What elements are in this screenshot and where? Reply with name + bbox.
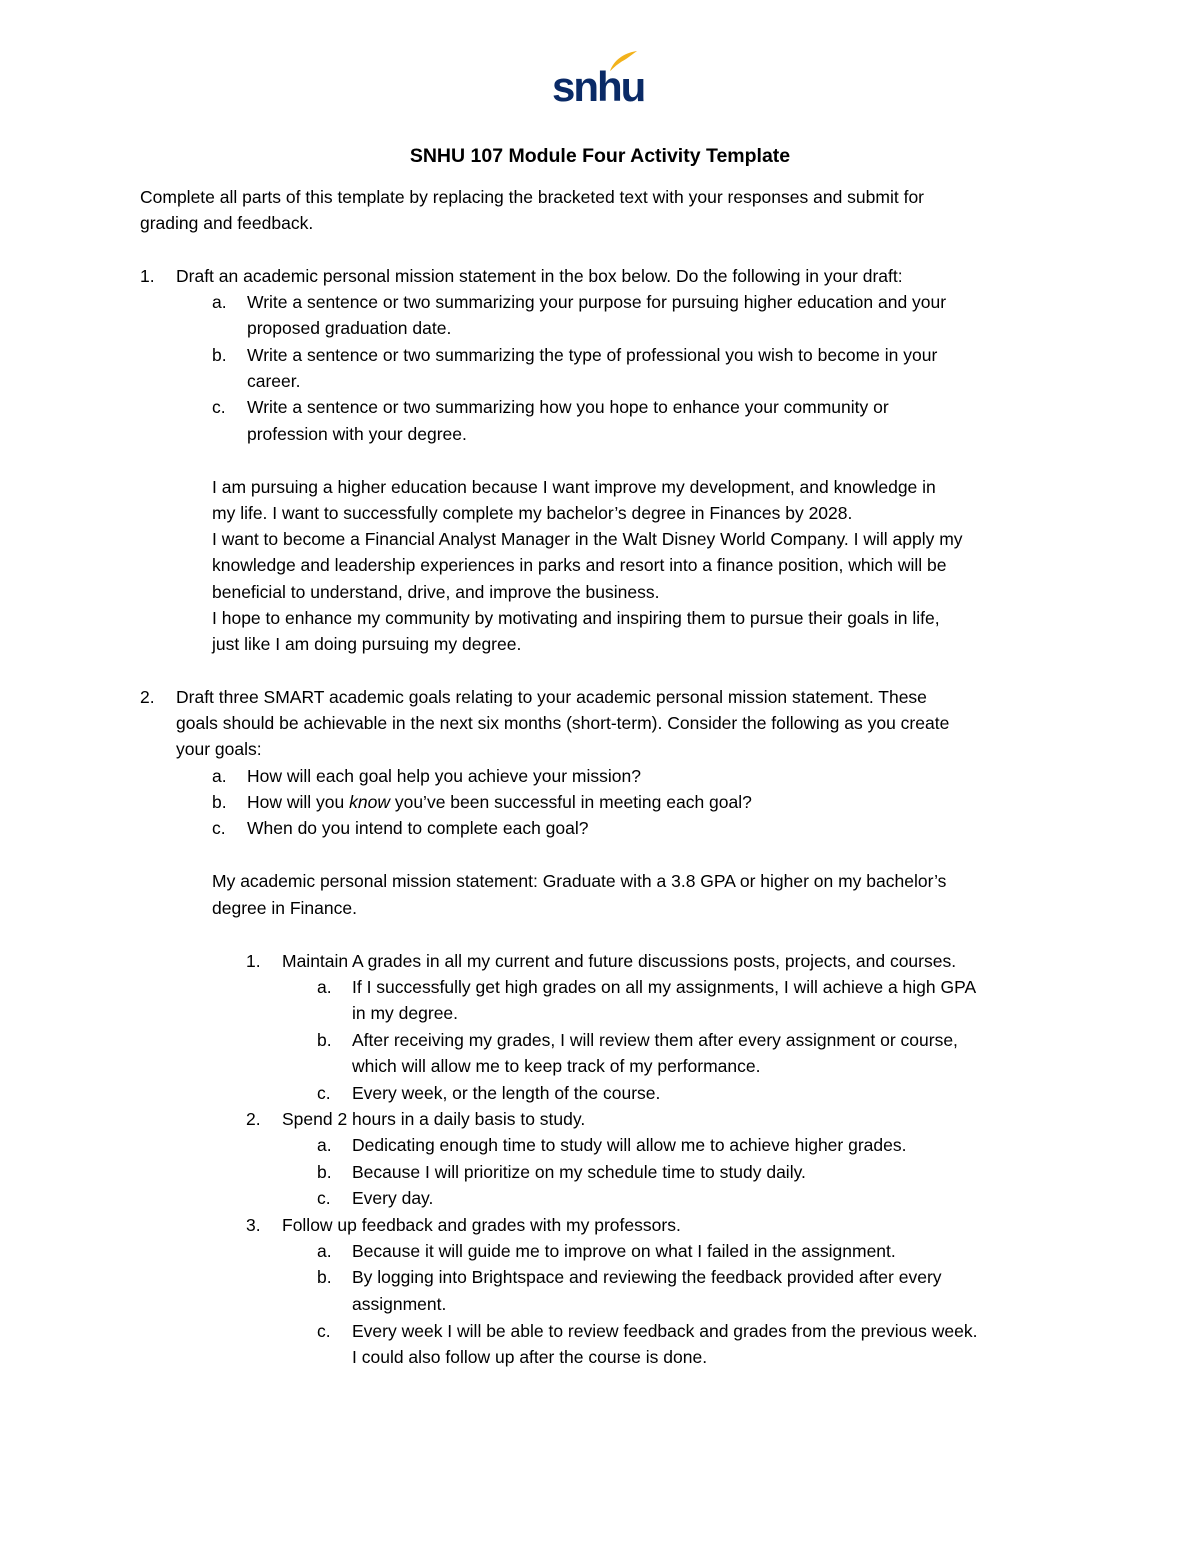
q2-line-3: your goals: [176, 739, 262, 759]
q1b-line-2: career. [247, 371, 301, 391]
q2b-pre: How will you [247, 792, 350, 812]
q1a-line-1: Write a sentence or two summarizing your purpose for pursuing higher education and your [247, 292, 947, 312]
goal-1c-marker: c. [317, 1083, 331, 1103]
goal-2-text: Spend 2 hours in a daily basis to study. [282, 1109, 586, 1129]
goal-1c-line-1: Every week, or the length of the course. [352, 1083, 661, 1103]
goal-1-text: Maintain A grades in all my current and future discussions posts, projects, and courses. [282, 951, 957, 971]
q2b-post: you’ve been successful in meeting each goal? [389, 792, 752, 812]
goal-3b-line-1: By logging into Brightspace and reviewing the feedback provided after every [352, 1267, 942, 1287]
answer-line-6: I hope to enhance my community by motivating and inspiring them to pursue their goals in life, [212, 608, 940, 628]
goal-3-text: Follow up feedback and grades with my professors. [282, 1215, 681, 1235]
q2-line-2: goals should be achievable in the next six months (short-term). Consider the following as you create [176, 713, 950, 733]
mission-line-2: degree in Finance. [212, 898, 357, 918]
q2-marker: 2. [140, 687, 155, 707]
page-title: SNHU 107 Module Four Activity Template [409, 145, 791, 167]
answer-line-5: beneficial to understand, drive, and improve the business. [212, 582, 660, 602]
q2a-marker: a. [212, 766, 227, 786]
goal-1a-marker: a. [317, 977, 332, 997]
q1c-line-1: Write a sentence or two summarizing how you hope to enhance your community or [247, 397, 889, 417]
goal-1a-line-1: If I successfully get high grades on all my assignments, I will achieve a high GPA [352, 977, 977, 997]
goal-3b-marker: b. [317, 1267, 332, 1287]
goal-1b-line-1: After receiving my grades, I will review them after every assignment or course, [352, 1030, 958, 1050]
goal-2-marker: 2. [246, 1109, 261, 1129]
goal-2b-line-1: Because I will prioritize on my schedule time to study daily. [352, 1162, 806, 1182]
answer-line-7: just like I am doing pursuing my degree. [212, 634, 522, 654]
goal-2b-marker: b. [317, 1162, 332, 1182]
snhu-logo [552, 50, 645, 110]
q1-marker: 1. [140, 266, 155, 286]
q2c-text: When do you intend to complete each goal? [247, 818, 589, 838]
intro-line-1: Complete all parts of this template by replacing the bracketed text with your responses and submit for [140, 187, 925, 207]
q2b-emphasis: know [349, 792, 390, 812]
q1b-line-1: Write a sentence or two summarizing the type of professional you wish to become in your [247, 345, 938, 365]
answer-line-4: knowledge and leadership experiences in parks and resort into a finance position, which will be [212, 555, 947, 575]
goal-1b-line-2: which will allow me to keep track of my performance. [352, 1056, 761, 1076]
goal-2c-marker: c. [317, 1188, 331, 1208]
q1c-marker: c. [212, 397, 226, 417]
goal-3-marker: 3. [246, 1215, 261, 1235]
goal-3a-marker: a. [317, 1241, 332, 1261]
goal-3b-line-2: assignment. [352, 1294, 447, 1314]
goal-1a-line-2: in my degree. [352, 1003, 459, 1023]
q1a-line-2: proposed graduation date. [247, 318, 452, 338]
q1a-marker: a. [212, 292, 227, 312]
answer-line-1: I am pursuing a higher education because I want improve my development, and knowledge in [212, 477, 936, 497]
goal-3a-line-1: Because it will guide me to improve on what I failed in the assignment. [352, 1241, 896, 1261]
answer-line-2: my life. I want to successfully complete my bachelor’s degree in Finances by 2028. [212, 503, 853, 523]
q2b-marker: b. [212, 792, 227, 812]
goal-2a-line-1: Dedicating enough time to study will allow me to achieve higher grades. [352, 1135, 907, 1155]
intro-line-2: grading and feedback. [140, 213, 314, 233]
answer-line-3: I want to become a Financial Analyst Manager in the Walt Disney World Company. I will apply my [212, 529, 963, 549]
q1-text: Draft an academic personal mission statement in the box below. Do the following in your draft: [176, 266, 903, 286]
logo-text: snhu [552, 63, 645, 110]
q2b-text [247, 789, 752, 815]
goal-1-marker: 1. [246, 951, 261, 971]
q2-line-1: Draft three SMART academic goals relating to your academic personal mission statement. These [176, 687, 927, 707]
goal-2c-line-1: Every day. [352, 1188, 434, 1208]
q1b-marker: b. [212, 345, 227, 365]
goal-3c-line-1: Every week I will be able to review feedback and grades from the previous week. [352, 1321, 978, 1341]
q1c-line-2: profession with your degree. [247, 424, 467, 444]
goal-1b-marker: b. [317, 1030, 332, 1050]
goal-3c-line-2: I could also follow up after the course is done. [352, 1347, 708, 1367]
q2a-text: How will each goal help you achieve your mission? [247, 766, 641, 786]
q2c-marker: c. [212, 818, 226, 838]
goal-3c-marker: c. [317, 1321, 331, 1341]
goal-2a-marker: a. [317, 1135, 332, 1155]
mission-line-1: My academic personal mission statement: Graduate with a 3.8 GPA or higher on my bachelor’s [212, 871, 947, 891]
